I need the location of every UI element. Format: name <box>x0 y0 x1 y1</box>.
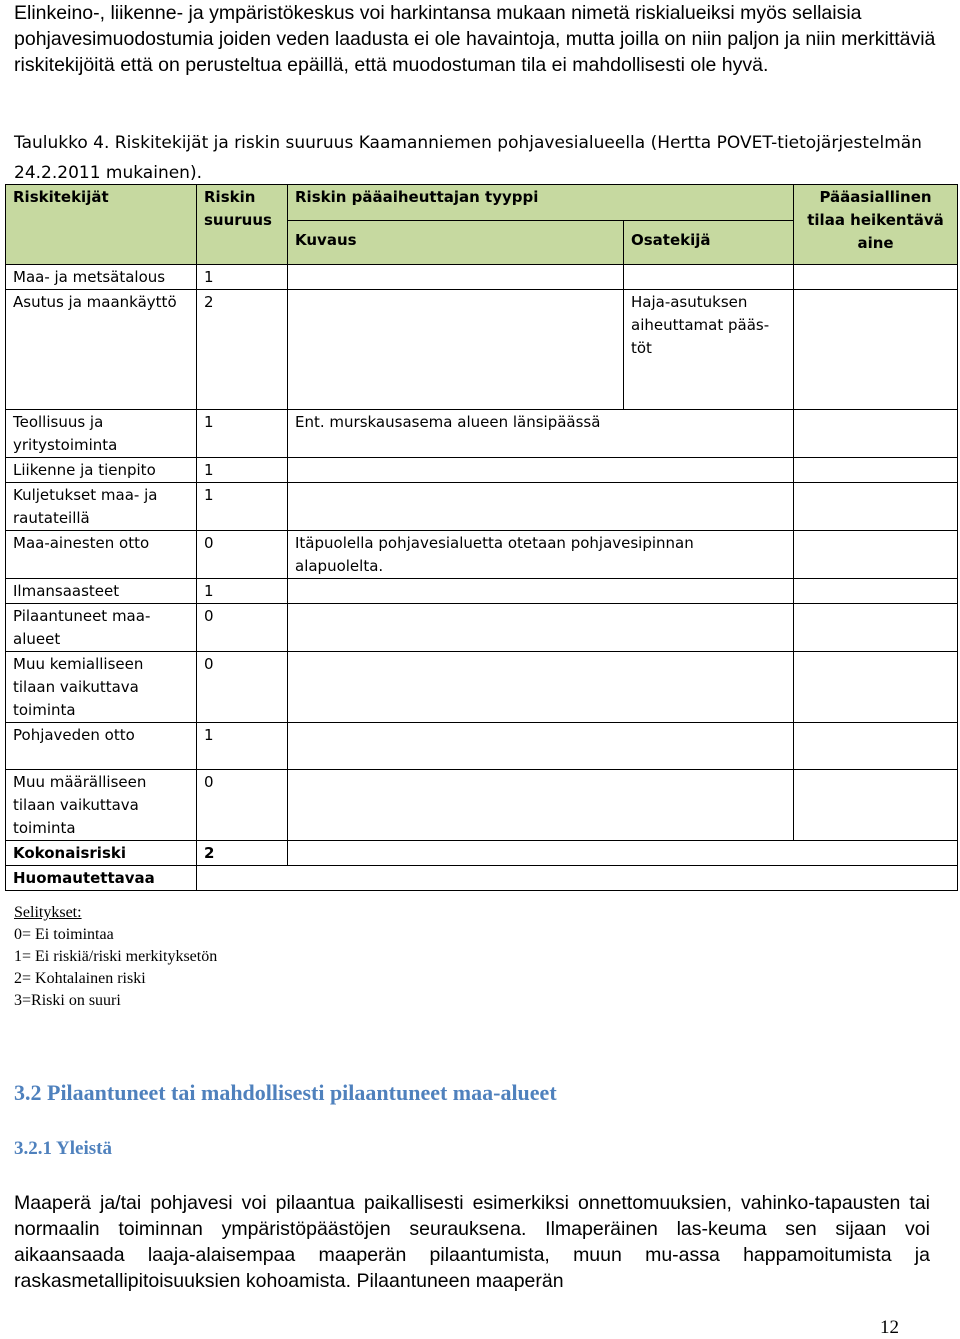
substance-cell <box>794 604 958 652</box>
description-cell <box>288 723 794 770</box>
total-risk-empty <box>288 841 958 866</box>
table-row <box>6 265 958 290</box>
risk-factor-cell: Muu kemialliseen tilaan vaikuttava toiminta <box>6 652 197 723</box>
substance-cell <box>794 458 958 483</box>
description-cell: Itäpuolella pohjavesialuetta otetaan pohjavesipinnan alapuolelta. <box>288 531 794 579</box>
risk-factor-cell: Pohjaveden otto <box>6 723 197 770</box>
notes-label: Huomautettavaa <box>6 866 197 891</box>
risk-factor-cell: Maa- ja metsätalous <box>6 265 197 290</box>
substance-cell <box>794 723 958 770</box>
subsection-heading: 3.2.1 Yleistä <box>14 1138 112 1159</box>
description-cell <box>288 265 624 290</box>
risk-size-cell: 0 <box>197 652 288 723</box>
total-risk-value: 2 <box>197 841 288 866</box>
body-paragraph: Maaperä ja/tai pohjavesi voi pilaantua paikallisesti esimerkiksi onnettomuuksien, vahinko-tapausten tai normaalin toiminnan ympäristöpäästöjen seurauksena. Ilmaperäinen las-keuma sen sijaan voi aikaansaada laaja-alaisempaa maaperän pilaantumista, muun mu-assa happamoitumista ja raskasmetallipitoisuuksien kohoamista. Pilaantuneen maaperän <box>14 1192 930 1292</box>
risk-factor-cell: Ilmansaasteet <box>6 579 197 604</box>
substance-cell <box>794 770 958 841</box>
risk-factor-table <box>5 184 958 891</box>
risk-size-cell: 0 <box>197 531 288 579</box>
table-row <box>6 579 958 604</box>
risk-size-cell: 1 <box>197 723 288 770</box>
risk-size-cell: 0 <box>197 604 288 652</box>
legend-title: Selitykset: <box>14 904 82 921</box>
header-risk-size: Riskin suuruus <box>197 185 288 265</box>
substance-cell <box>794 531 958 579</box>
header-cause-type: Riskin pääaiheuttajan tyyppi <box>288 185 794 221</box>
substance-cell <box>794 290 958 410</box>
notes-cell <box>197 866 958 891</box>
legend <box>14 902 217 1012</box>
header-risk-factors: Riskitekijät <box>6 185 197 265</box>
risk-size-cell: 1 <box>197 458 288 483</box>
page-number: 12 <box>880 1317 899 1338</box>
header-contributor: Osatekijä <box>624 221 794 265</box>
table-row <box>6 290 958 410</box>
table-row <box>6 410 958 458</box>
risk-factor-cell: Teollisuus ja yritystoiminta <box>6 410 197 458</box>
table-row <box>6 652 958 723</box>
table-row <box>6 458 958 483</box>
header-description: Kuvaus <box>288 221 624 265</box>
substance-cell <box>794 265 958 290</box>
legend-item: 1= Ei riskiä/riski merkityksetön <box>14 948 218 965</box>
substance-cell <box>794 579 958 604</box>
description-cell <box>288 604 794 652</box>
risk-factor-cell: Asutus ja maankäyttö <box>6 290 197 410</box>
description-cell <box>288 770 794 841</box>
section-heading: 3.2 Pilaantuneet tai mahdollisesti pilaantuneet maa-alueet <box>14 1080 557 1105</box>
risk-size-cell: 0 <box>197 770 288 841</box>
risk-size-cell: 1 <box>197 579 288 604</box>
contributor-cell <box>624 265 794 290</box>
risk-factor-cell: Maa-ainesten otto <box>6 531 197 579</box>
table-caption: Taulukko 4. Riskitekijät ja riskin suuruus Kaamanniemen pohjavesialueella (Hertta POVET-tietojärjestelmän 24.2.2011 mukainen). <box>14 133 922 183</box>
contributor-cell: Haja-asutuksen aiheuttamat pääs-töt <box>624 290 794 410</box>
risk-factor-cell: Muu määrälliseen tilaan vaikuttava toiminta <box>6 770 197 841</box>
total-risk-row <box>6 841 958 866</box>
substance-cell <box>794 652 958 723</box>
total-risk-label: Kokonaisriski <box>6 841 197 866</box>
description-cell <box>288 652 794 723</box>
notes-row <box>6 866 958 891</box>
risk-size-cell: 2 <box>197 290 288 410</box>
table-row <box>6 531 958 579</box>
legend-item: 3=Riski on suuri <box>14 992 121 1009</box>
table-row <box>6 770 958 841</box>
intro-paragraph: Elinkeino-, liikenne- ja ympäristökeskus voi harkintansa mukaan nimetä riskialueiksi myös sellaisia pohjavesimuodostumia joiden veden laadusta ei ole havaintoja, mutta joilla on niin paljon ja niin merkittäviä riskitekijöitä että on perusteltua epäillä, että muodostuman tila ei mahdollisesti ole hyvä. <box>14 2 936 76</box>
substance-cell <box>794 410 958 458</box>
header-main-substance: Pääasiallinen tilaa heikentävä aine <box>794 185 958 265</box>
description-cell <box>288 458 794 483</box>
risk-size-cell: 1 <box>197 265 288 290</box>
risk-factor-cell: Liikenne ja tienpito <box>6 458 197 483</box>
description-cell <box>288 579 794 604</box>
description-cell <box>288 483 794 531</box>
risk-factor-cell: Pilaantuneet maa-alueet <box>6 604 197 652</box>
legend-item: 2= Kohtalainen riski <box>14 970 146 987</box>
legend-item: 0= Ei toimintaa <box>14 926 114 943</box>
risk-size-cell: 1 <box>197 410 288 458</box>
substance-cell <box>794 483 958 531</box>
table-row <box>6 723 958 770</box>
description-cell <box>288 290 624 410</box>
table-row <box>6 483 958 531</box>
risk-factor-cell: Kuljetukset maa- ja rautateillä <box>6 483 197 531</box>
risk-size-cell: 1 <box>197 483 288 531</box>
description-cell: Ent. murskausasema alueen länsipäässä <box>288 410 794 458</box>
table-row <box>6 604 958 652</box>
